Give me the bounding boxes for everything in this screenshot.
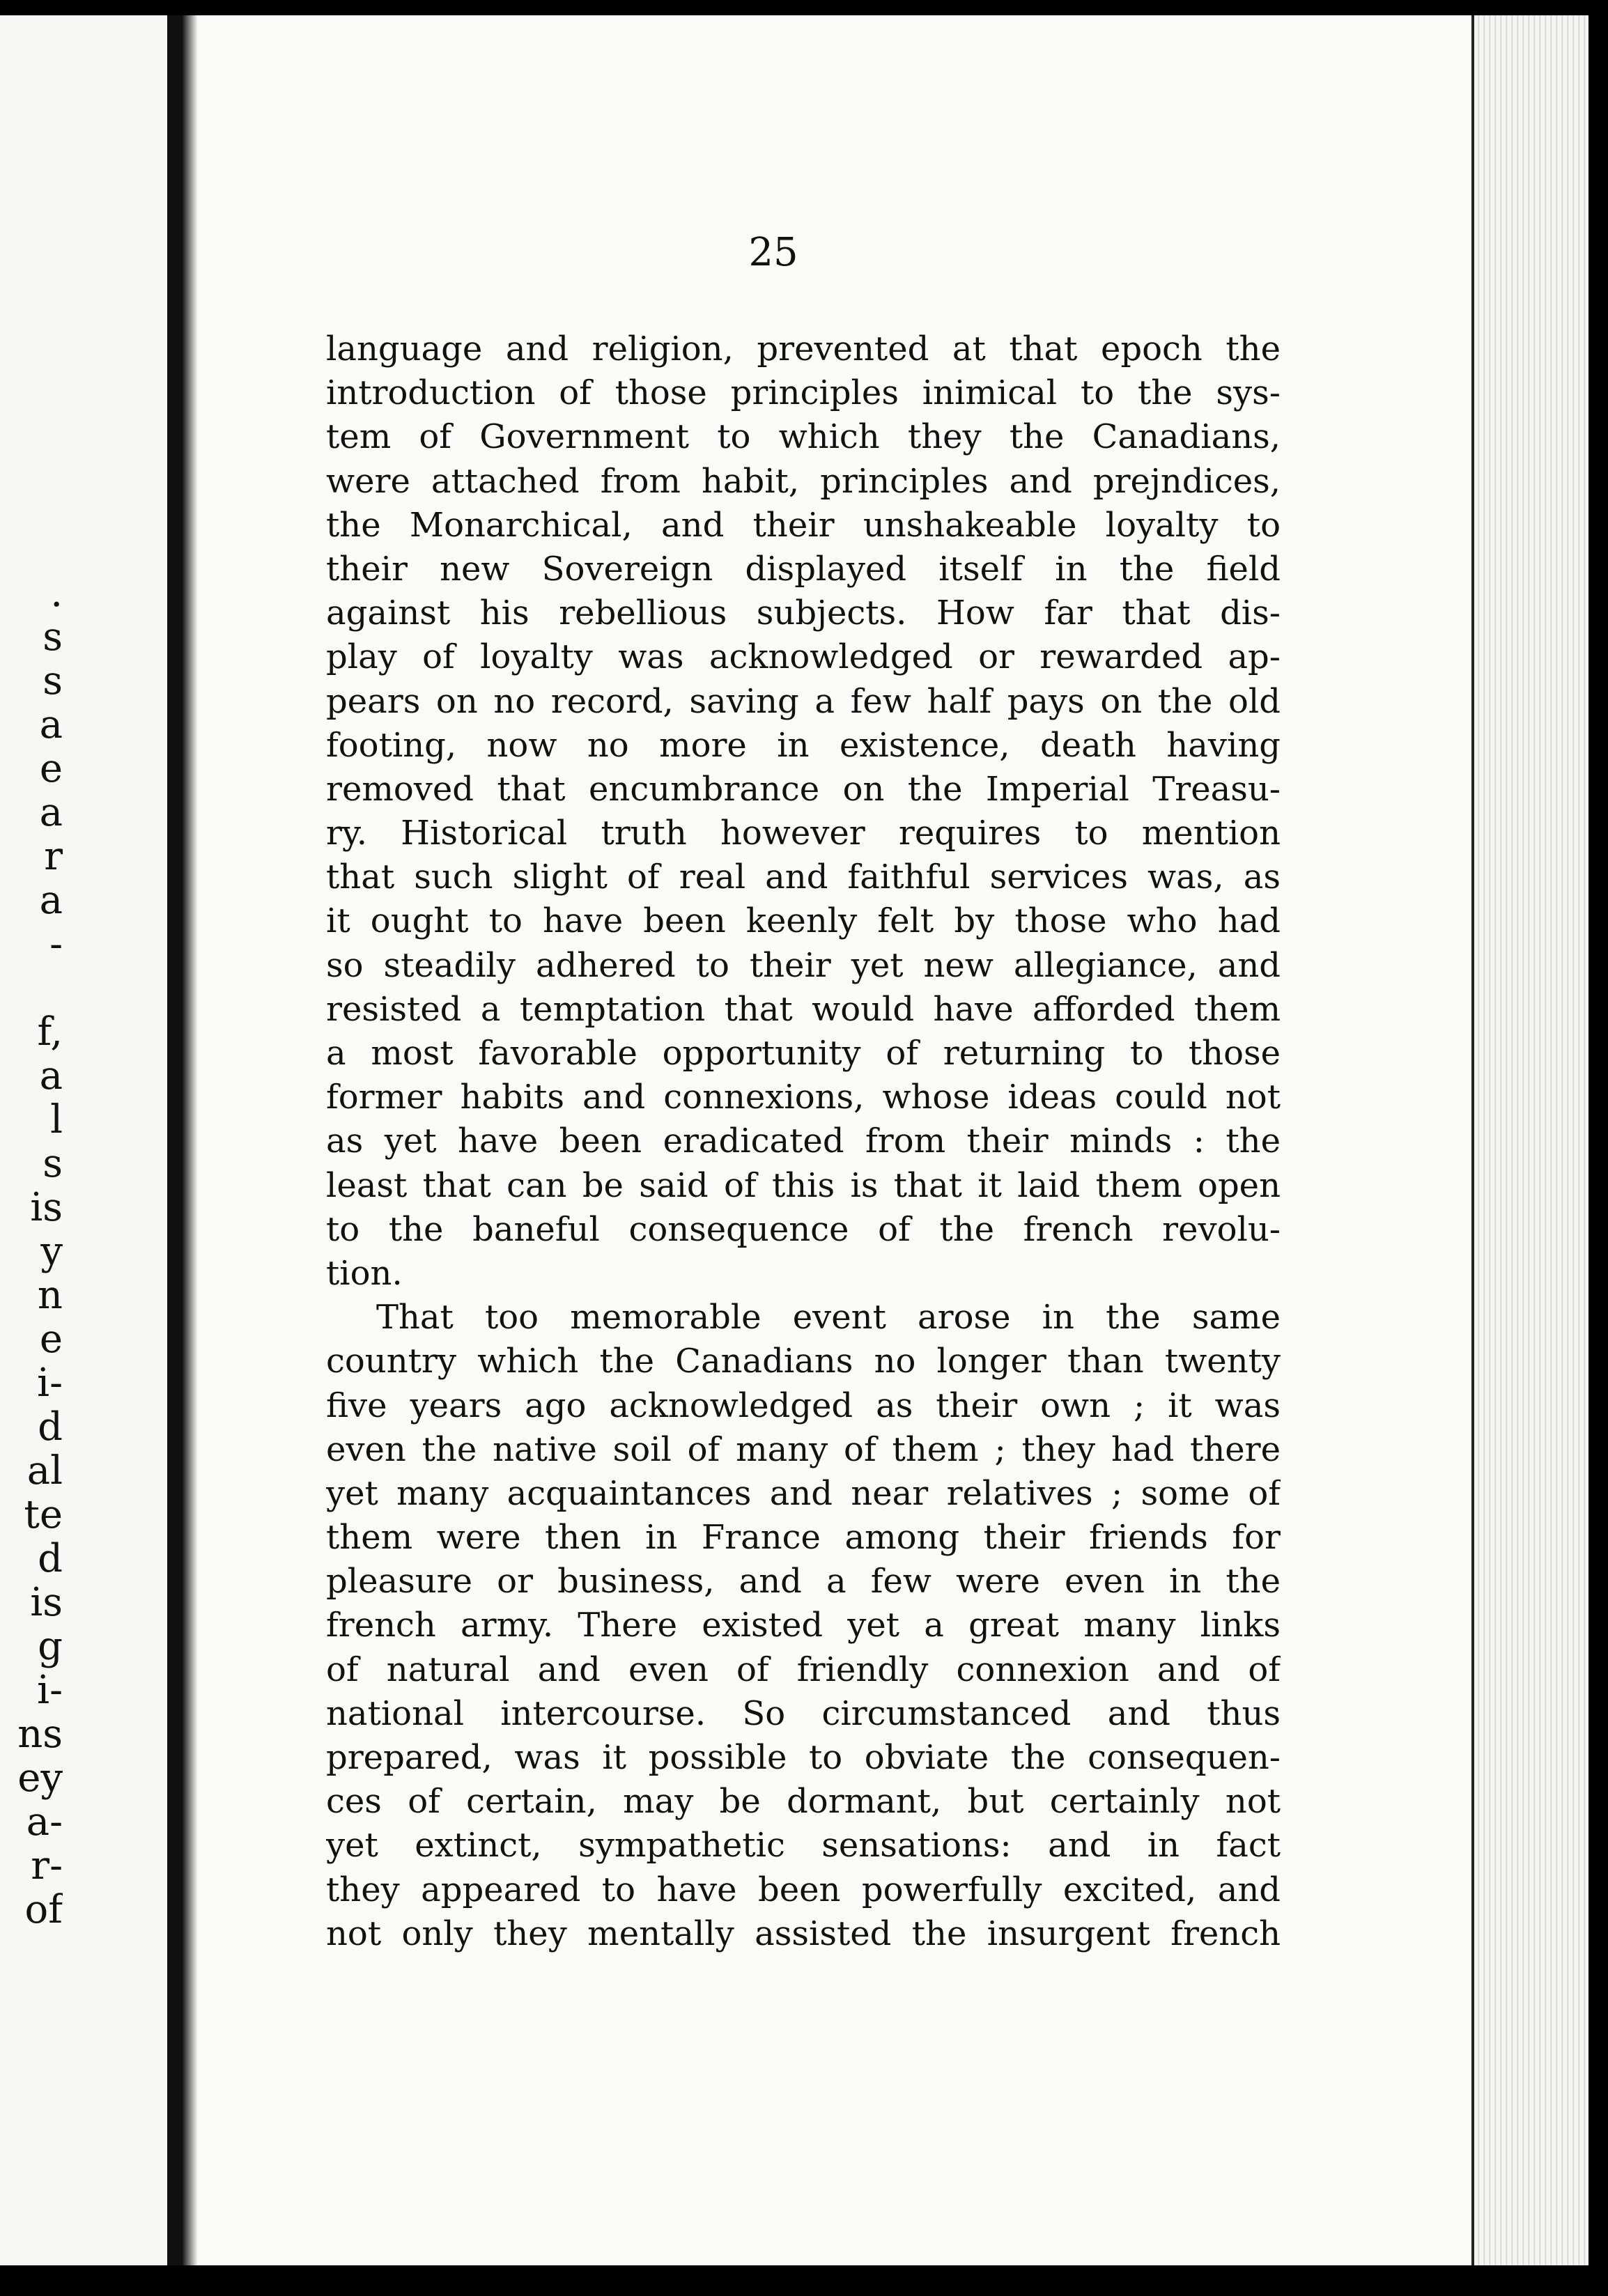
text-line: language and religion, prevented at that epoch the xyxy=(326,329,1281,369)
facing-page-fragment: l xyxy=(50,1097,63,1142)
text-line: so steadily adhered to their yet new allegiance, and xyxy=(326,945,1281,985)
text-line: yet many acquaintances and near relatives ; some of xyxy=(326,1473,1281,1513)
text-line: that such slight of real and faithful services was, as xyxy=(326,858,1281,897)
facing-page-fragment: a xyxy=(39,1053,63,1099)
facing-page-fragment: f, xyxy=(37,1009,63,1055)
facing-page-fragment: a- xyxy=(26,1799,63,1845)
text-line: their new Sovereign displayed itself in the field xyxy=(326,549,1281,589)
facing-page-fragment: s xyxy=(42,614,63,660)
facing-page-fragment: e xyxy=(39,746,63,791)
facing-page-text-fragments xyxy=(0,571,63,1932)
body-text xyxy=(326,327,1281,1956)
text-line: it ought to have been keenly felt by those who had xyxy=(326,901,1281,941)
facing-page-fragment: a xyxy=(39,790,63,835)
text-line: tem of Government to which they the Canadians, xyxy=(326,417,1281,457)
facing-page-fragment: a xyxy=(39,878,63,923)
text-line: ry. Historical truth however requires to mention xyxy=(326,814,1281,853)
text-line: pears on no record, saving a few half pays on the old xyxy=(326,681,1281,721)
text-line: resisted a temptation that would have afforded them xyxy=(326,989,1281,1029)
text-line: tion. xyxy=(326,1253,403,1293)
text-line: least that can be said of this is that it laid them open xyxy=(326,1165,1281,1205)
facing-page-fragment: r- xyxy=(31,1843,63,1888)
page-number: 25 xyxy=(748,230,798,275)
text-line: footing, now no more in existence, death having xyxy=(326,725,1281,765)
facing-page-fragment: y xyxy=(40,1229,63,1274)
text-line: That too memorable event arose in the same xyxy=(376,1298,1281,1337)
text-line: not only they mentally assisted the insurgent french xyxy=(326,1914,1281,1953)
facing-page-fragment: a xyxy=(39,702,63,747)
text-line: french army. There existed yet a great many links xyxy=(326,1606,1281,1645)
text-line: they appeared to have been powerfully excited, and xyxy=(326,1870,1281,1909)
facing-page-fragment: s xyxy=(42,658,63,704)
text-line: ces of certain, may be dormant, but certainly not xyxy=(326,1782,1281,1822)
facing-page-fragment: ey xyxy=(17,1755,63,1801)
text-line: were attached from habit, principles and prejndices, xyxy=(326,461,1281,501)
text-line: removed that encumbrance on the Imperial Treasu- xyxy=(326,769,1281,809)
text-line: even the native soil of many of them ; they had there xyxy=(326,1429,1281,1469)
facing-page-fragment: d xyxy=(38,1404,63,1450)
facing-page-fragment: . xyxy=(50,571,63,616)
facing-page-fragment: te xyxy=(24,1492,63,1537)
text-line: the Monarchical, and their unshakeable loyalty to xyxy=(326,505,1281,545)
facing-page-fragment: i- xyxy=(37,1668,63,1713)
text-line: of natural and even of friendly connexion and of xyxy=(326,1650,1281,1689)
facing-page-fragment: is xyxy=(30,1580,63,1625)
facing-page-fragment xyxy=(0,966,63,1010)
text-line: them were then in France among their friends for xyxy=(326,1518,1281,1558)
text-line: five years ago acknowledged as their own ; it was xyxy=(326,1386,1281,1425)
text-line: a most favorable opportunity of returning to those xyxy=(326,1034,1281,1073)
text-line: prepared, was it possible to obviate the consequen- xyxy=(326,1738,1281,1777)
facing-page-fragment: - xyxy=(49,922,63,967)
facing-page-fragment: s xyxy=(42,1141,63,1186)
page-edges xyxy=(1471,15,1591,2265)
facing-page-fragment: al xyxy=(26,1448,63,1494)
text-line: introduction of those principles inimical to the sys- xyxy=(326,373,1281,413)
facing-page-fragment: e xyxy=(39,1317,63,1362)
text-line: yet extinct, sympathetic sensations: and in fact xyxy=(326,1826,1281,1866)
text-line: as yet have been eradicated from their minds : the xyxy=(326,1122,1281,1161)
facing-page-fragment: d xyxy=(38,1536,63,1581)
text-line: against his rebellious subjects. How far that dis- xyxy=(326,594,1281,633)
facing-page-fragment: r xyxy=(44,834,63,879)
text-line: to the baneful consequence of the french revolu- xyxy=(326,1209,1281,1249)
facing-page-fragment: g xyxy=(38,1624,63,1669)
scan-border-right xyxy=(1588,0,1608,2296)
text-line: former habits and connexions, whose ideas could not xyxy=(326,1078,1281,1117)
facing-page-fragment: of xyxy=(24,1887,63,1932)
text-line: national intercourse. So circumstanced and thus xyxy=(326,1693,1281,1733)
facing-page-fragment: n xyxy=(37,1273,63,1318)
scan-border-bottom xyxy=(0,2265,1608,2296)
gutter-shadow xyxy=(183,15,198,2265)
text-line: country which the Canadians no longer than twenty xyxy=(326,1342,1281,1381)
text-line: play of loyalty was acknowledged or rewarded ap- xyxy=(326,637,1281,677)
facing-page-fragment: i- xyxy=(37,1360,63,1406)
text-line: pleasure or business, and a few were even in the xyxy=(326,1562,1281,1601)
facing-page-fragment: ns xyxy=(17,1712,63,1757)
facing-page-fragment: is xyxy=(30,1185,63,1230)
book-binding xyxy=(167,15,183,2265)
